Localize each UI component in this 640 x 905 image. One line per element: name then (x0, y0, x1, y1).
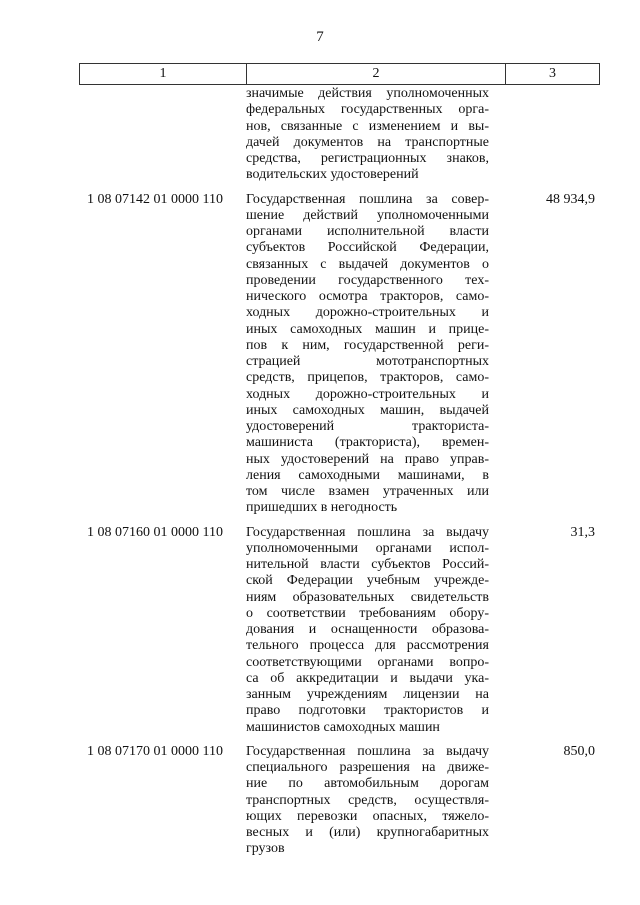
table-body (79, 86, 599, 866)
description-line: нов, связанные с изменением и вы- (246, 118, 489, 134)
description-line: федеральных государственных орга- (246, 102, 489, 118)
description-line: ние по автомобильным дорогам (246, 776, 489, 792)
description-line: удостоверений тракториста- (246, 419, 489, 434)
row-amount: 48 934,9 (546, 191, 595, 207)
description-line: средства, регистрационных знаков, (246, 151, 489, 166)
description-line: пришедших в негодность (246, 500, 398, 516)
description-line: страцией мототранспортных (246, 354, 489, 369)
description-line: иных самоходных машин и прице- (246, 321, 489, 337)
description-line: Государственная пошлина за выдачу (246, 524, 489, 540)
description-line: дачей документов на транспортные (246, 134, 489, 150)
row-code: 1 08 07160 01 0000 110 (87, 524, 223, 540)
table-row (79, 86, 599, 184)
description-line: органами исполнительной власти (246, 224, 489, 239)
description-line: Государственная пошлина за совер- (246, 191, 489, 207)
description-line: соответствующими органами вопро- (246, 654, 489, 670)
table-row (79, 744, 599, 858)
description-line: весных и (или) крупногабаритных (246, 825, 489, 840)
description-line: машиниста (тракториста), времен- (246, 435, 489, 451)
row-code: 1 08 07142 01 0000 110 (87, 191, 223, 207)
row-code: 1 08 07170 01 0000 110 (87, 743, 223, 759)
description-line: иных самоходных машин, выдачей (246, 402, 489, 418)
description-line: ходных дорожно-строительных и (246, 305, 489, 321)
description-line: грузов (246, 841, 285, 857)
description-line: ления самоходными машинами, в (246, 467, 489, 483)
description-line: ходных дорожно-строительных и (246, 386, 489, 402)
description-line: ской Федерации учебным учрежде- (246, 573, 489, 589)
description-line: машинистов самоходных машин (246, 719, 440, 735)
table-row (79, 192, 599, 517)
description-line: нительной власти субъектов Россий- (246, 557, 489, 572)
page-number: 7 (316, 29, 324, 45)
description-line: нического осмотра тракторов, само- (246, 289, 489, 304)
description-line: пов к ним, государственной реги- (246, 337, 489, 353)
description-line: транспортных средств, осуществля- (246, 792, 489, 808)
row-description (246, 744, 489, 858)
description-line: са об аккредитации и выдачи ука- (246, 670, 489, 686)
description-line: право подготовки трактористов и (246, 703, 489, 719)
description-line: занным учреждениям лицензии на (246, 687, 489, 702)
description-line: водительских удостоверений (246, 167, 419, 183)
table-row (79, 525, 599, 736)
description-line: ных удостоверений на право управ- (246, 451, 489, 467)
row-description (246, 525, 489, 736)
description-line: ниям образовательных свидетельств (246, 589, 489, 605)
description-line: проведении государственного тех- (246, 272, 489, 288)
column-header-description: 2 (247, 64, 506, 85)
description-line: том числе взамен утраченных или (246, 484, 489, 499)
table-header (79, 63, 600, 85)
description-line: средств, прицепов, тракторов, само- (246, 370, 489, 386)
row-amount: 850,0 (563, 743, 595, 759)
description-line: ющих перевозки опасных, тяжело- (246, 808, 489, 824)
column-header-amount: 3 (506, 64, 600, 85)
row-amount: 31,3 (570, 524, 595, 540)
row-description (246, 192, 489, 517)
column-header-code: 1 (80, 64, 247, 85)
description-line: связанных с выдачей документов о (246, 256, 489, 272)
description-line: специального разрешения на движе- (246, 760, 489, 775)
description-line: Государственная пошлина за выдачу (246, 743, 489, 759)
description-line: дования и оснащенности образова- (246, 622, 489, 637)
description-line: уполномоченными органами испол- (246, 540, 489, 556)
description-line: субъектов Российской Федерации, (246, 240, 489, 256)
row-description (246, 86, 489, 184)
description-line: шение действий уполномоченными (246, 207, 489, 223)
description-line: о соответствии требованиям обору- (246, 605, 489, 621)
description-line: тельного процесса для рассмотрения (246, 638, 489, 654)
description-line: значимые действия уполномоченных (246, 86, 489, 101)
